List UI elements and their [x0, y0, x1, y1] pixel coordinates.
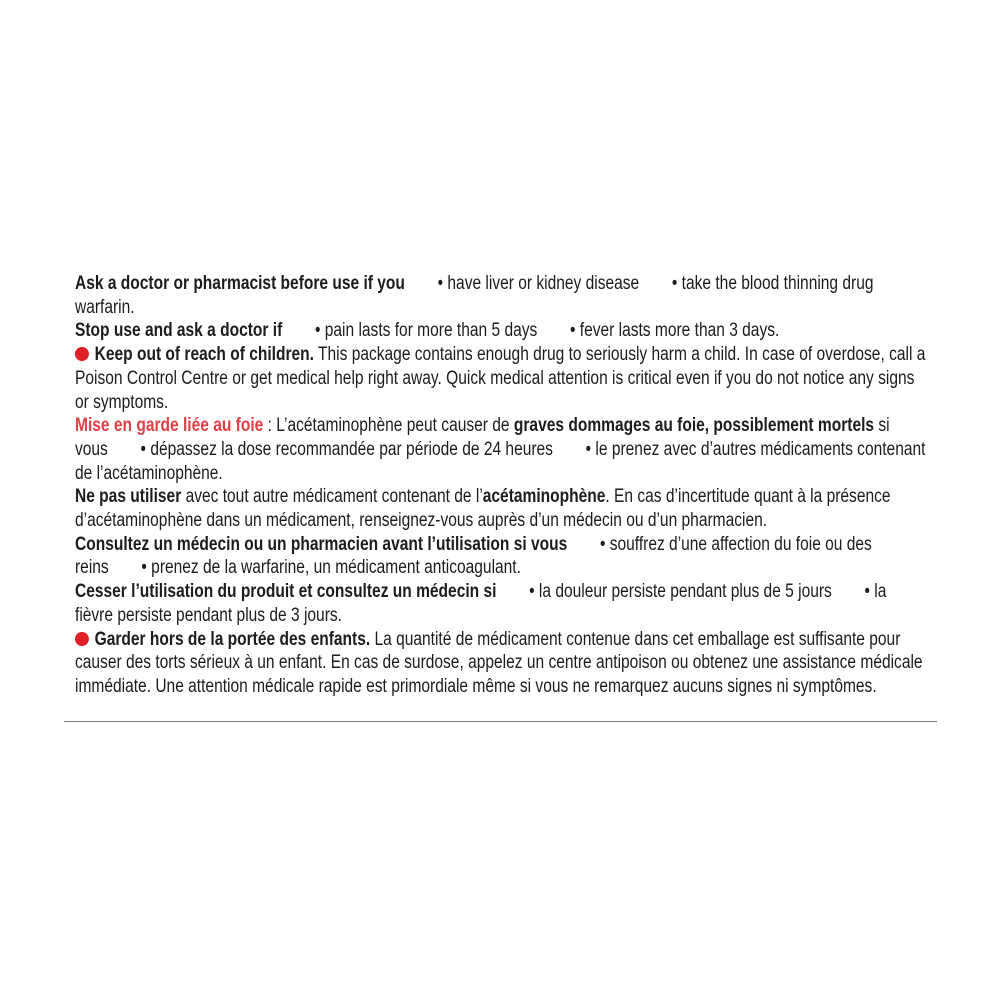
paragraph-garder-hors-portee — [75, 628, 926, 699]
warnings-text-block — [75, 272, 926, 699]
paragraph-mise-en-garde-foie — [75, 414, 926, 485]
stop-dot-icon — [75, 632, 89, 646]
paragraph-consultez-medecin — [75, 533, 926, 580]
bullet-item: • la douleur persiste pendant plus de 5 jours — [529, 581, 832, 603]
bullet-item: • dépassez la dose recommandée par période de 24 heures — [140, 438, 553, 460]
paragraph-stop-use — [75, 319, 926, 343]
bullet-item: • have liver or kidney disease — [437, 273, 640, 294]
bullet-item: • fever lasts more than 3 days. — [569, 320, 780, 342]
body-text: La quantité de médicament contenue dans cet emballage est suffisante pour causer des torts sérieux à un enfant. En cas de surdose, appelez un centre antipoison ou obtenez une assistance médicale immédiate. Une attention médicale rapide est primordiale même si vous ne remarquez aucuns signes ni symptômes. — [75, 628, 923, 697]
body-text: . En cas d’incertitude quant à la présence d’acétaminophène dans un médicament, renseignez-vous auprès d’un médecin ou d’un pharmacien. — [75, 486, 891, 532]
bullet-item: • take the blood thinning drug warfarin. — [75, 273, 874, 318]
bottom-divider — [64, 721, 937, 722]
body-text: avec tout autre médicament contenant de l’ — [181, 486, 483, 508]
body-text: si vous — [75, 415, 890, 460]
bullet-item: • le prenez avec d’autres médicaments contenant de l’acétaminophène. — [75, 438, 926, 484]
section-heading: Ne pas utiliser — [75, 486, 182, 508]
section-heading: Ask a doctor or pharmacist before use if you — [75, 273, 405, 294]
bullet-item: • la fièvre persiste pendant plus de 3 jours. — [75, 581, 887, 626]
paragraph-ask-doctor — [75, 272, 926, 319]
section-heading: Keep out of reach of children. — [94, 344, 314, 366]
stop-dot-icon — [75, 347, 89, 361]
section-heading-red: Mise en garde liée au foie — [75, 415, 264, 437]
paragraph-cesser-utilisation — [75, 580, 926, 627]
bullet-item: • prenez de la warfarine, un médicament anticoagulant. — [141, 557, 521, 579]
emphasis-text: acétaminophène — [482, 486, 606, 508]
section-heading: Consultez un médecin ou un pharmacien avant l’utilisation si vous — [75, 533, 568, 555]
section-heading: Garder hors de la portée des enfants. — [94, 628, 371, 650]
body-text: This package contains enough drug to seriously harm a child. In case of overdose, call a Poison Control Centre or get medical help right away. Quick medical attention is critical even if you do not notice any signs or symptoms. — [75, 344, 926, 413]
emphasis-text: graves dommages au foie, possiblement mortels — [513, 415, 875, 437]
section-heading: Cesser l’utilisation du produit et consultez un médecin si — [75, 581, 497, 603]
bullet-item: • pain lasts for more than 5 days — [314, 320, 538, 342]
paragraph-keep-out-of-reach — [75, 343, 926, 414]
paragraph-ne-pas-utiliser — [75, 485, 926, 532]
section-heading: Stop use and ask a doctor if — [75, 320, 283, 342]
body-text: : L’acétaminophène peut causer de — [263, 415, 514, 437]
bullet-item: • souffrez d’une affection du foie ou des reins — [75, 533, 872, 579]
